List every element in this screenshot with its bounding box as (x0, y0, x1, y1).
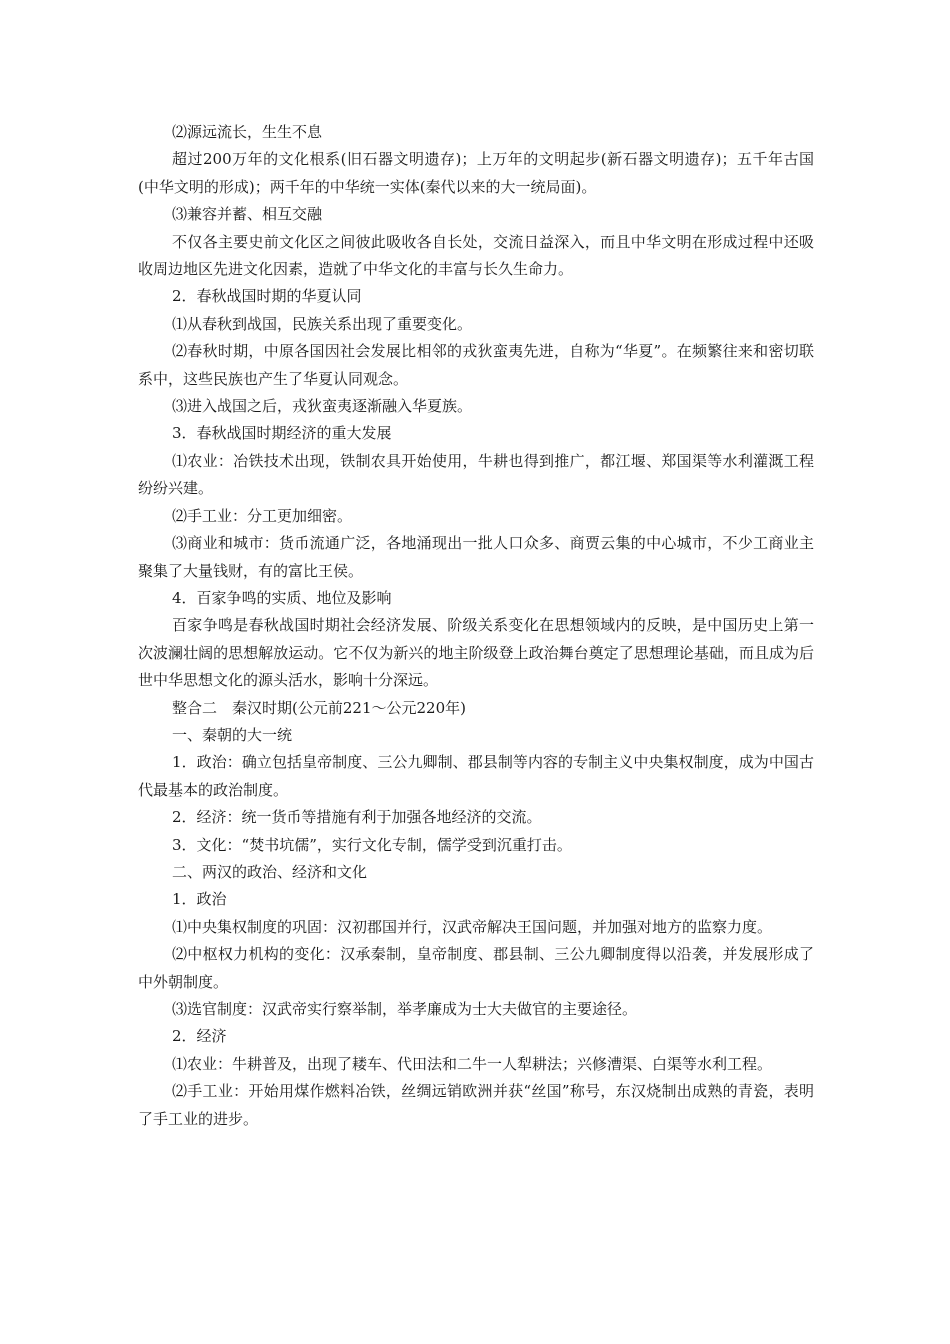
document-body (138, 119, 814, 1133)
paragraph: ⑴从春秋到战国，民族关系出现了重要变化。 (172, 314, 473, 333)
paragraph: ⑵手工业：开始用煤作燃料冶铁，丝绸远销欧洲并获“丝国”称号，东汉烧制出成熟的青瓷，表明了手工业的进步。 (138, 1082, 814, 1128)
paragraph: ⑶兼容并蓄、相互交融 (172, 205, 323, 224)
paragraph: ⑵手工业：分工更加细密。 (172, 506, 353, 525)
paragraph: 百家争鸣是春秋战国时期社会经济发展、阶级关系变化在思想领域内的反映，是中国历史上第一次波澜壮阔的思想解放运动。它不仅为新兴的地主阶级登上政治舞台奠定了思想理论基础，而且成为后世中华思想文化的源头活水，影响十分深远。 (138, 616, 814, 690)
section-heading: 2．经济 (172, 1027, 227, 1046)
paragraph: ⑴农业：冶铁技术出现，铁制农具开始使用，牛耕也得到推广，都江堰、郑国渠等水利灌溉工程纷纷兴建。 (138, 451, 814, 498)
paragraph: ⑶进入战国之后，戎狄蛮夷逐渐融入华夏族。 (172, 397, 473, 416)
paragraph: ⑵春秋时期，中原各国因社会发展比相邻的戎狄蛮夷先进，自称为“华夏”。在频繁往来和密切联系中，这些民族也产生了华夏认同观念。 (138, 342, 814, 388)
paragraph: ⑶选官制度：汉武帝实行察举制，举孝廉成为士大夫做官的主要途径。 (172, 1000, 638, 1018)
paragraph: ⑴中央集权制度的巩固：汉初郡国并行，汉武帝解决王国问题，并加强对地方的监察力度。 (172, 917, 773, 936)
paragraph: ⑵源远流长，生生不息 (172, 123, 323, 141)
section-heading: 二、两汉的政治、经济和文化 (172, 862, 368, 881)
paragraph: ⑶商业和城市：货币流通广泛，各地涌现出一批人口众多、商贾云集的中心城市，不少工商业主聚集了大量钱财，有的富比王侯。 (138, 534, 814, 580)
paragraph: 超过200万年的文化根系(旧石器文明遗存)；上万年的文明起步(新石器文明遗存)；五千年古国(中华文明的形成)；两千年的中华统一实体(秦代以来的大一统局面)。 (138, 150, 814, 196)
section-heading: 4．百家争鸣的实质、地位及影响 (172, 588, 392, 607)
section-heading: 3．春秋战国时期经济的重大发展 (172, 424, 392, 443)
section-heading: 一、秦朝的大一统 (172, 725, 293, 744)
paragraph: 2．经济：统一货币等措施有利于加强各地经济的交流。 (172, 808, 542, 827)
paragraph: 1．政治：确立包括皇帝制度、三公九卿制、郡县制等内容的专制主义中央集权制度，成为中国古代最基本的政治制度。 (138, 753, 814, 799)
paragraph: ⑴农业：牛耕普及，出现了耧车、代田法和二牛一人犁耕法；兴修漕渠、白渠等水利工程。 (172, 1054, 773, 1073)
section-heading: 1．政治 (172, 890, 227, 909)
paragraph: 3．文化：“焚书坑儒”，实行文化专制，儒学受到沉重打击。 (172, 835, 572, 854)
paragraph: ⑵中枢权力机构的变化：汉承秦制，皇帝制度、郡县制、三公九卿制度得以沿袭，并发展形成了中外朝制度。 (138, 945, 814, 991)
section-heading: 2．春秋战国时期的华夏认同 (172, 287, 362, 306)
paragraph: 不仅各主要史前文化区之间彼此吸收各自长处，交流日益深入，而且中华文明在形成过程中还吸收周边地区先进文化因素，造就了中华文化的丰富与长久生命力。 (138, 232, 814, 279)
chapter-heading: 整合二 秦汉时期(公元前221～公元220年) (172, 698, 466, 717)
